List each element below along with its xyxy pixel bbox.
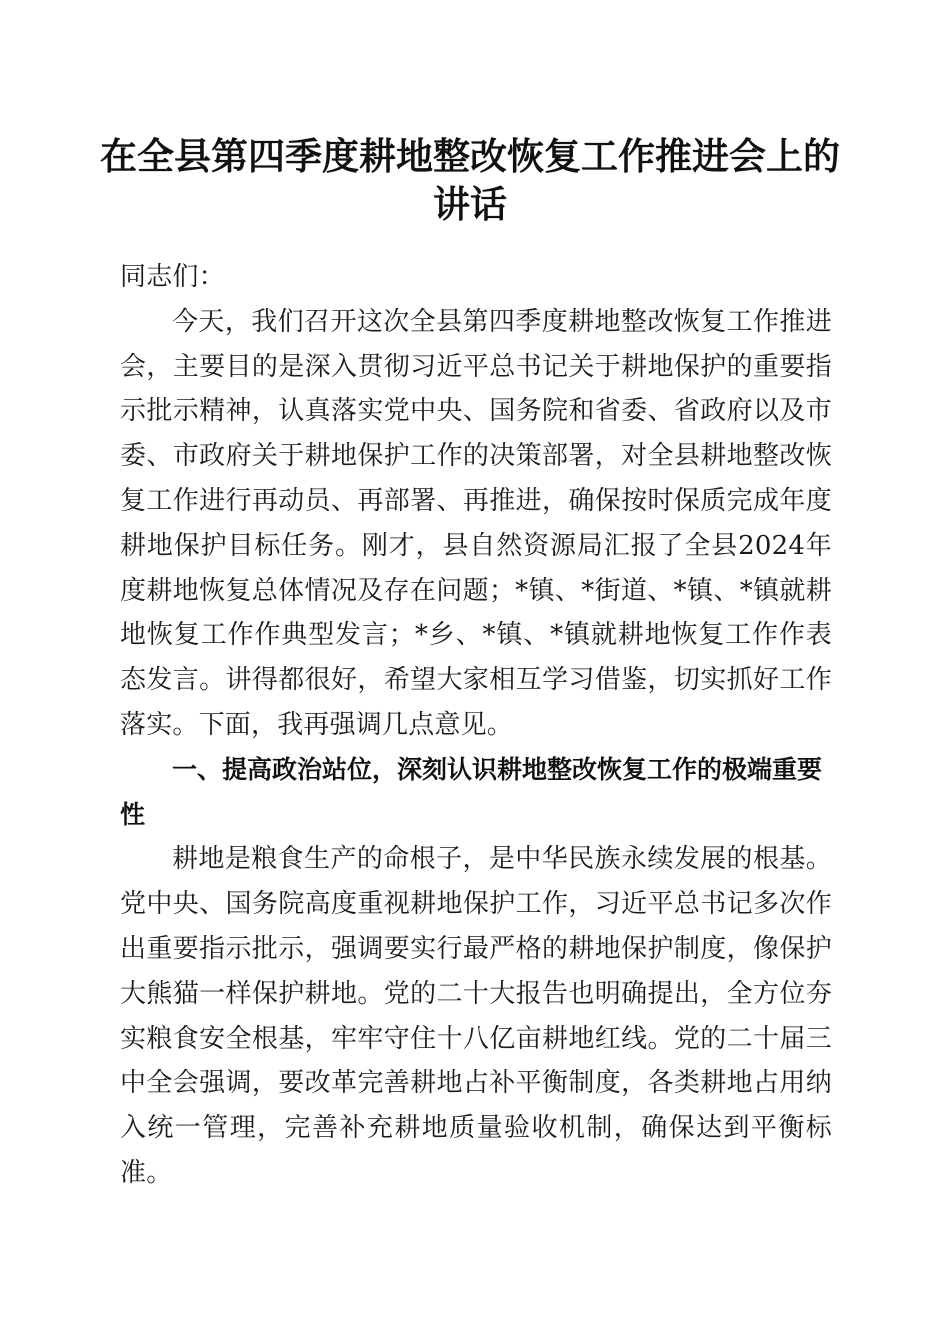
document-title: 在全县第四季度耕地整改恢复工作推进会上的讲话: [100, 134, 840, 226]
salutation: 同志们：: [120, 262, 225, 292]
opening-paragraph: 今天，我们召开这次全县第四季度耕地整改恢复工作推进会，主要目的是深入贯彻习近平总书记关于耕地保护的重要指示批示精神，认真落实党中央、国务院和省委、省政府以及市委、市政府关于耕地保护工作的决策部署，对全县耕地整改恢复工作进行再动员、再部署、再推进，确保按时保质完成年度耕地保护目标任务。刚才，县自然资源局汇报了全县2024年度耕地恢复总体情况及存在问题；*镇、*街道、*镇、*镇就耕地恢复工作作典型发言；*乡、*镇、*镇就耕地恢复工作作表态发言。讲得都很好，希望大家相互学习借鉴，切实抓好工作落实。下面，我再强调几点意见。: [120, 306, 832, 740]
section-heading-1: 一、提高政治站位，深刻认识耕地整改恢复工作的极端重要性: [120, 754, 823, 829]
document-body: [120, 255, 832, 1196]
section-1-paragraph: 耕地是粮食生产的命根子，是中华民族永续发展的根基。党中央、国务院高度重视耕地保护工作，习近平总书记多次作出重要指示批示，强调要实行最严格的耕地保护制度，像保护大熊猫一样保护耕地。党的二十大报告也明确提出，全方位夯实粮食安全根基，牢牢守住十八亿亩耕地红线。党的二十届三中全会强调，要改革完善耕地占补平衡制度，各类耕地占用纳入统一管理，完善补充耕地质量验收机制，确保达到平衡标准。: [120, 844, 832, 1188]
